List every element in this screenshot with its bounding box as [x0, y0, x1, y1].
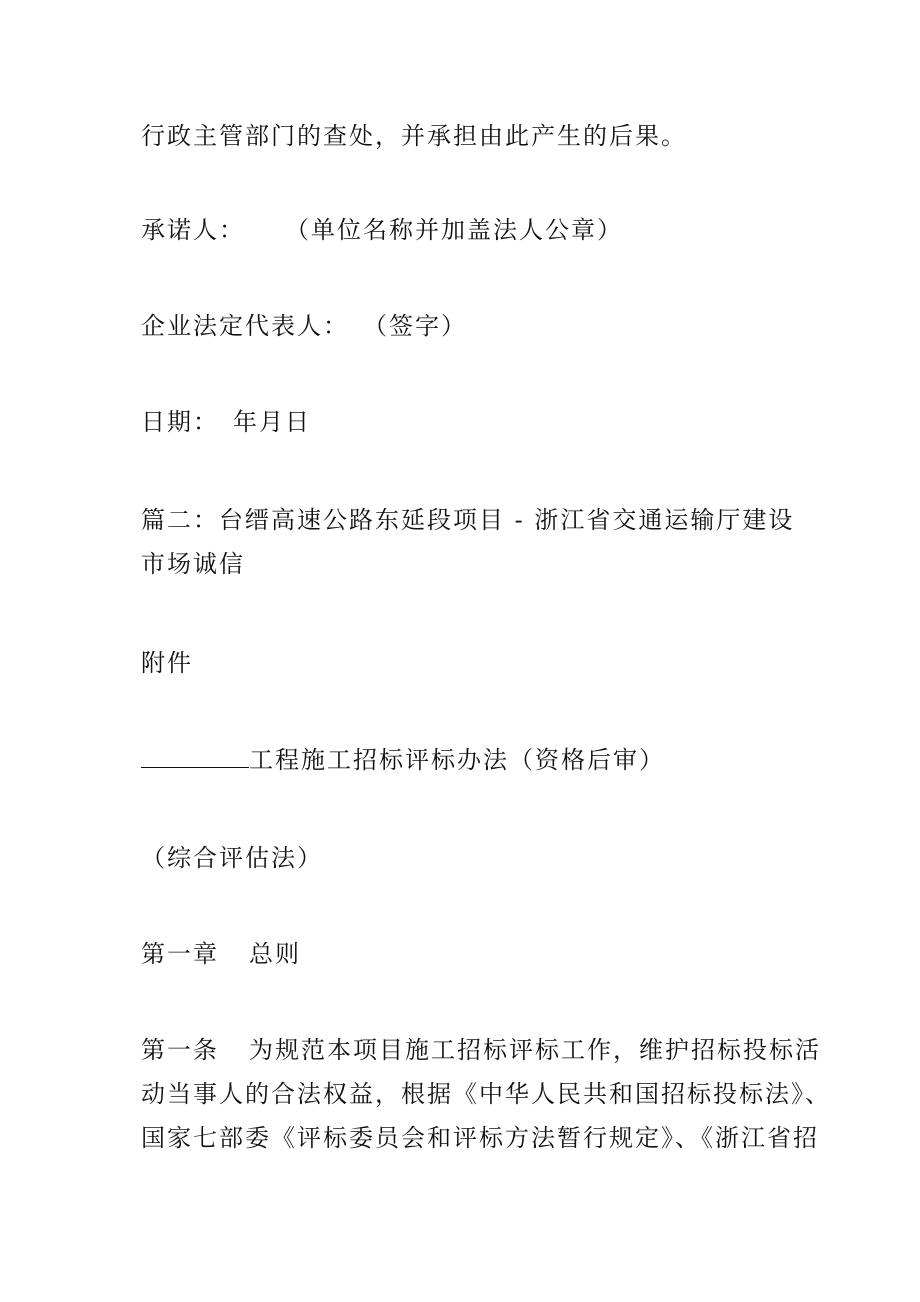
date-value: 年月日 [233, 408, 311, 436]
paragraph-bid-evaluation-method [141, 738, 801, 782]
paragraph-comprehensive-evaluation [141, 836, 801, 880]
paragraph-line: （综合评估法） [141, 844, 323, 872]
article-number: 第一条 [141, 1036, 219, 1064]
paragraph-line: 动当事人的合法权益，根据《中华人民共和国招标投标法》、 [141, 1080, 831, 1108]
paragraph-line: 市场诚信 [141, 550, 245, 578]
article-one [141, 1028, 831, 1160]
paragraph-date [141, 400, 801, 444]
legal-representative-value: （签字） [363, 312, 467, 340]
paragraph-attachment [141, 641, 801, 685]
paragraph-section-two-title [141, 498, 801, 586]
promisor-value: （单位名称并加盖法人公章） [285, 216, 623, 244]
paragraph-line: 行政主管部门的查处，并承担由此产生的后果。 [141, 122, 687, 150]
promisor-label: 承诺人： [141, 216, 245, 244]
paragraph-line: 国家七部委《评标委员会和评标方法暂行规定》、《浙江省招 [141, 1124, 819, 1152]
fill-in-blank-line [141, 747, 249, 768]
article-text: 为规范本项目施工招标评标工作，维护招标投标活 [249, 1036, 821, 1064]
paragraph-consequence [141, 114, 801, 158]
paragraph-line: 附件 [141, 649, 193, 677]
paragraph-legal-representative [141, 304, 801, 348]
chapter-number: 第一章 [141, 940, 219, 968]
legal-representative-label: 企业法定代表人： [141, 312, 349, 340]
chapter-title: 总则 [249, 940, 301, 968]
paragraph-promisor [141, 208, 801, 252]
bid-evaluation-method-title: 工程施工招标评标办法（资格后审） [249, 746, 665, 774]
paragraph-line: 篇二：台缙高速公路东延段项目 - 浙江省交通运输厅建设 [141, 506, 795, 534]
date-label: 日期： [141, 408, 219, 436]
chapter-heading [141, 932, 801, 976]
